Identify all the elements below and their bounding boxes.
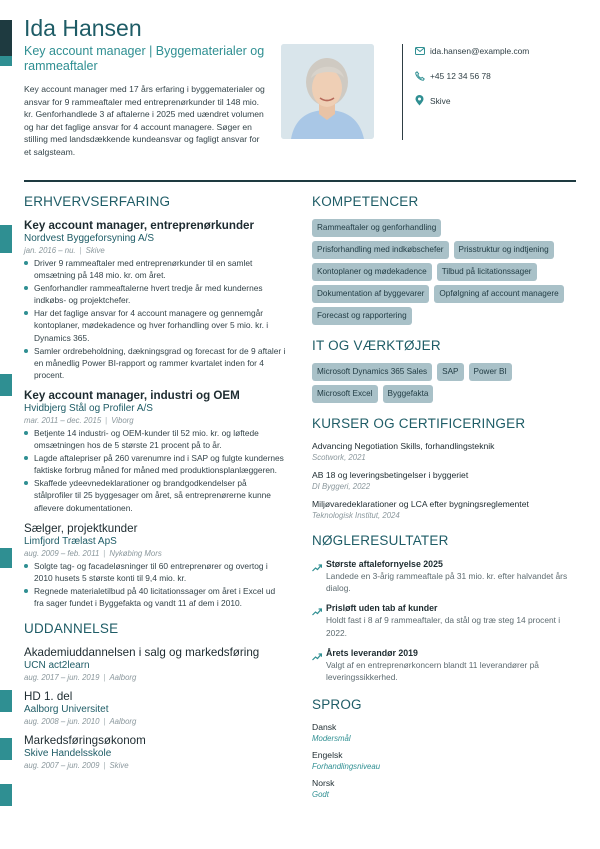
course-source: Scotwork, 2021 <box>312 453 366 462</box>
language-level: Godt <box>312 790 329 800</box>
edu-accent-bar <box>0 738 12 760</box>
tool-tag: Microsoft Excel <box>312 385 378 403</box>
list-item: Har det faglige ansvar for 4 account managere og gennemgår kontoplaner, mødekadence og hver forhandling over 5 mio. kr. i Dynamics 365. <box>24 307 286 343</box>
job-bullets <box>24 427 286 514</box>
course-source: DI Byggeri, 2022 <box>312 482 371 491</box>
language-name: Dansk <box>312 722 337 733</box>
contact-phone[interactable] <box>414 70 491 81</box>
skill-tag: Tilbud på licitationssager <box>437 263 537 281</box>
job-company: Limfjord Trælast ApS <box>24 535 117 547</box>
result-title: Årets leverandør 2019 <box>326 647 418 658</box>
education-heading: UDDANNELSE <box>24 620 119 636</box>
skill-tag: Opfølgning af account managere <box>434 285 563 303</box>
course-title: AB 18 og leveringsbetingelser i byggeriet <box>312 470 469 480</box>
result-text: Valgt af en entreprenørkoncern blandt 11 leverandører på leveringssikkerhed. <box>326 659 539 683</box>
skill-tag: Rammeaftaler og genforhandling <box>312 219 441 237</box>
language-name: Engelsk <box>312 750 343 761</box>
language-entry <box>312 778 578 800</box>
list-item: Solgte tag- og facadeløsninger til 60 entreprenører og overtog i 2010 husets 5 største konti til 9,4 mio. kr. <box>24 560 286 584</box>
job-company: Hvidbjerg Stål og Profiler A/S <box>24 402 153 414</box>
phone-text: +45 12 34 56 78 <box>430 70 491 81</box>
job-dates: jan. 2016 – nu. | Skive <box>24 246 105 255</box>
skill-tag: Prisforhandling med indkøbschefer <box>312 241 449 259</box>
result-text: Holdt fast i 8 af 9 rammeaftaler, da stål og træ steg 14 procent i 2022. <box>326 615 561 638</box>
results-heading: NØGLERESULTATER <box>312 533 449 548</box>
skill-tag: Prisstruktur og indtjening <box>454 241 554 259</box>
job-dates: aug. 2009 – feb. 2011 | Nykøbing Mors <box>24 548 162 558</box>
experience-heading: ERHVERVSERFARING <box>24 194 171 209</box>
skill-tag: Forecast og rapportering <box>312 307 412 325</box>
contact-email[interactable] <box>414 45 529 56</box>
course-entry <box>312 499 578 521</box>
edu-accent-bar <box>0 690 12 712</box>
job-entry <box>24 219 286 381</box>
edu-accent-bar <box>0 784 12 806</box>
trend-up-icon <box>312 602 326 638</box>
job-entry <box>24 522 286 609</box>
mail-icon <box>414 45 425 56</box>
language-name: Norsk <box>312 778 335 789</box>
job-title: Key account manager, industri og OEM <box>24 388 240 402</box>
course-entry <box>312 441 578 463</box>
job-accent-bar <box>0 548 12 568</box>
education-entry <box>24 690 286 727</box>
tools-heading: IT OG VÆRKTØJER <box>312 338 441 353</box>
course-source: Teknologisk Institut, 2024 <box>312 511 400 520</box>
education-title: HD 1. del <box>24 689 73 703</box>
result-text: Landede en 3-årig rammeaftale på 31 mio. kr. efter halvandet års dialog. <box>326 571 568 594</box>
tool-tag: Microsoft Dynamics 365 Sales <box>312 363 432 381</box>
result-entry <box>312 647 578 683</box>
education-entry <box>24 646 286 683</box>
list-item: Betjente 14 industri- og OEM-kunder til 52 mio. kr. og løftede omsætningen hos de 5 største 21 procent på to år. <box>24 427 286 451</box>
language-entry <box>312 722 578 744</box>
education-school: UCN act2learn <box>24 659 90 671</box>
list-item: Lagde aftalepriser på 260 varenumre ind i SAP og fulgte kundernes faktiske forbrug måned for måned med produktionsplanlæggeren. <box>24 452 286 476</box>
result-entry <box>312 558 578 594</box>
education-school: Skive Handelsskole <box>24 747 112 759</box>
education-title: Markedsføringsøkonom <box>24 733 146 747</box>
list-item: Skaffede ydeevnedeklarationer og brandgodkendelser på stålprofiler til 25 byggesager om året, så entreprenørerne kunne aflevere dokumentationen. <box>24 477 286 513</box>
course-title: Miljøvaredeklarationer og LCA efter bygningsreglementet <box>312 499 529 509</box>
list-item: Driver 9 rammeaftaler med entreprenørkunder til en samlet omsætning på 148 mio. kr. om året. <box>24 257 286 281</box>
tool-tag: Power BI <box>469 363 512 381</box>
left-column <box>24 194 286 778</box>
section-divider <box>24 180 576 182</box>
list-item: Samler ordrebeholdning, dækningsgrad og forecast for de 9 aftaler i en månedlig Power BI-rapport og rammer kvartalet inden for 4 procent. <box>24 345 286 381</box>
education-title: Akademiuddannelsen i salg og markedsføring <box>24 645 260 659</box>
skills-tags <box>312 219 578 325</box>
list-item: Genforhandler rammeaftalerne hvert tredje år med kundernes indkøbs- og projektchefer. <box>24 282 286 306</box>
header-accent-bar-light <box>0 56 12 66</box>
location-pin-icon <box>414 95 425 106</box>
job-title: Sælger, projektkunder <box>24 521 138 535</box>
education-entry <box>24 734 286 771</box>
language-entry <box>312 750 578 772</box>
trend-up-icon <box>312 558 326 594</box>
education-dates: aug. 2008 – jun. 2010 | Aalborg <box>24 716 137 726</box>
job-accent-bar <box>0 225 12 253</box>
tools-tags <box>312 363 578 403</box>
job-title: Key account manager, entreprenørkunder <box>24 219 255 232</box>
skills-heading: KOMPETENCER <box>312 194 419 209</box>
header <box>24 14 269 159</box>
language-level: Modersmål <box>312 734 351 744</box>
tool-tag: Byggefakta <box>383 385 434 403</box>
person-name: Ida Hansen <box>24 15 142 41</box>
profile-photo <box>281 44 374 139</box>
job-company: Nordvest Byggeforsyning A/S <box>24 233 155 244</box>
contact-location <box>414 95 450 106</box>
education-dates: aug. 2017 – jun. 2019 | Aalborg <box>24 672 137 682</box>
education-school: Aalborg Universitet <box>24 703 109 715</box>
list-item: Regnede materialetilbud på 40 licitationssager om året i Excel ud fra sager fundet i Byggefakta og vandt 11 af dem i 2010. <box>24 585 286 609</box>
education-dates: aug. 2007 – jun. 2009 | Skive <box>24 760 129 770</box>
trend-up-icon <box>312 647 326 683</box>
tool-tag: SAP <box>437 363 463 381</box>
job-dates: mar. 2011 – dec. 2015 | Viborg <box>24 415 134 425</box>
result-entry <box>312 602 578 638</box>
header-divider <box>402 44 403 140</box>
phone-icon <box>414 70 425 81</box>
email-text: ida.hansen@example.com <box>430 45 530 56</box>
right-column <box>312 194 578 806</box>
header-accent-bar <box>0 20 12 56</box>
location-text: Skive <box>430 95 451 106</box>
skill-tag: Dokumentation af byggevarer <box>312 285 429 303</box>
courses-heading: KURSER OG CERTIFICERINGER <box>312 416 526 431</box>
languages-heading: SPROG <box>312 697 362 713</box>
job-bullets <box>24 257 286 381</box>
result-title: Største aftalefornyelse 2025 <box>326 559 443 569</box>
result-title: Prisløft uden tab af kunder <box>326 603 438 614</box>
skill-tag: Kontoplaner og mødekadence <box>312 263 432 281</box>
job-entry <box>24 389 286 514</box>
job-bullets <box>24 560 286 609</box>
language-level: Forhandlingsniveau <box>312 762 381 772</box>
job-accent-bar <box>0 374 12 396</box>
profile-summary: Key account manager med 17 års erfaring i byggematerialer og ansvar for 9 rammeaftaler med entreprenørkunder til 148 mio. kr. Genforhandlede 3 af aftalerne i 2025 med uændret volumen og har det faglige ansvar for 4 account managere. Søger en stilling med landsdækkende kundeansvar og fagligt ansvar for et salgsteam. <box>24 84 265 157</box>
job-role: Key account manager | Byggematerialer og rammeaftaler <box>24 44 265 73</box>
course-title: Advancing Negotiation Skills, forhandlingsteknik <box>312 441 495 451</box>
course-entry <box>312 470 578 492</box>
